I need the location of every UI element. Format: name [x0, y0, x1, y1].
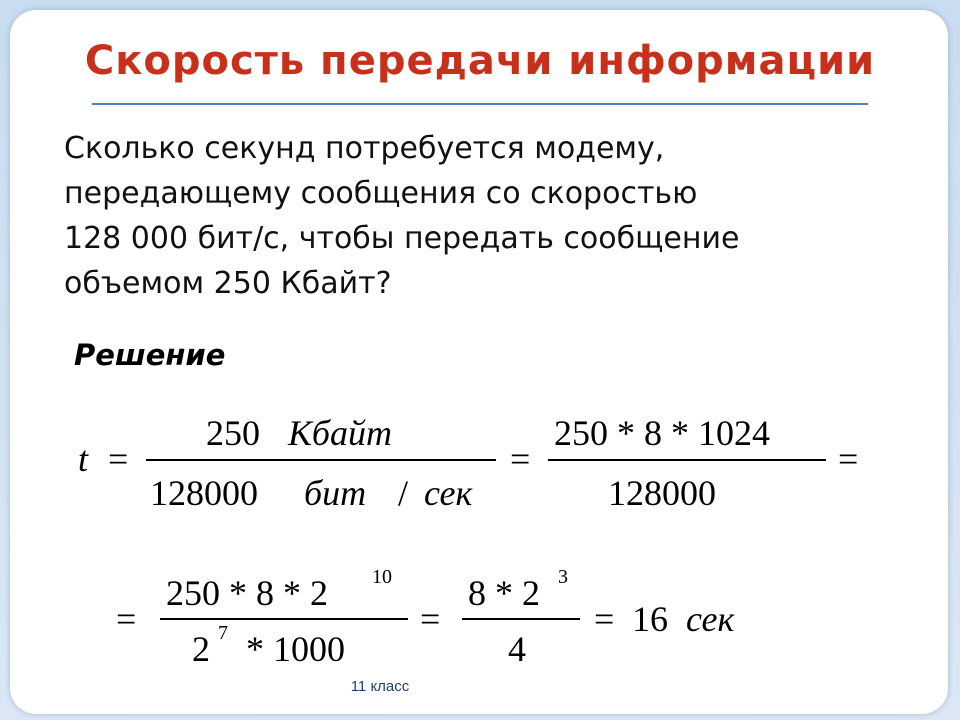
fraction-3-numerator-exponent: 10	[372, 566, 392, 588]
question-line-4: объемом 250 Кбайт?	[64, 266, 392, 301]
fraction-1-denominator-unit-2: сек	[424, 473, 473, 513]
slide-title: Скорость передачи информации	[84, 38, 876, 84]
formula-variable-t: t	[78, 439, 89, 479]
question-line-3: 128 000 бит/с, чтобы передать сообщение	[64, 221, 740, 256]
equals-sign-3: =	[838, 439, 859, 479]
equals-sign-6: =	[594, 599, 615, 639]
result-unit: сек	[686, 599, 735, 639]
fraction-4-numerator: 8 * 2	[468, 573, 540, 613]
fraction-3-denominator-rest: * 1000	[246, 629, 345, 669]
fraction-1-bar	[146, 459, 496, 461]
equals-sign-5: =	[420, 599, 441, 639]
solution-heading: Решение	[74, 338, 226, 372]
fraction-3-bar	[160, 618, 408, 620]
fraction-2-denominator: 128000	[608, 473, 716, 513]
title-underline	[92, 103, 868, 105]
fraction-3-denominator-exponent: 7	[218, 622, 228, 644]
fraction-3-denominator-base: 2	[192, 629, 210, 669]
fraction-4-denominator: 4	[508, 629, 526, 669]
fraction-1-numerator-unit: Кбайт	[288, 413, 393, 453]
fraction-1-denominator-slash: /	[398, 473, 409, 513]
result-value: 16	[632, 599, 668, 639]
equals-sign-1: =	[108, 439, 129, 479]
question-line-2: передающему сообщения со скоростью	[64, 176, 698, 211]
question-line-1: Сколько секунд потребуется модему,	[64, 131, 665, 166]
fraction-4-numerator-exponent: 3	[558, 566, 568, 588]
equals-sign-4: =	[116, 599, 137, 639]
fraction-4-bar	[462, 618, 580, 620]
fraction-2-bar	[548, 459, 826, 461]
fraction-3-numerator: 250 * 8 * 2	[166, 573, 328, 613]
fraction-1-denominator-value: 128000	[150, 473, 258, 513]
fraction-1-numerator-value: 250	[206, 413, 260, 453]
equals-sign-2: =	[510, 439, 531, 479]
fraction-1-denominator-unit-1: бит	[304, 473, 367, 513]
footer-grade-label: 11 класс	[350, 678, 410, 695]
fraction-2-numerator: 250 * 8 * 1024	[554, 413, 770, 453]
question-text	[64, 126, 924, 306]
